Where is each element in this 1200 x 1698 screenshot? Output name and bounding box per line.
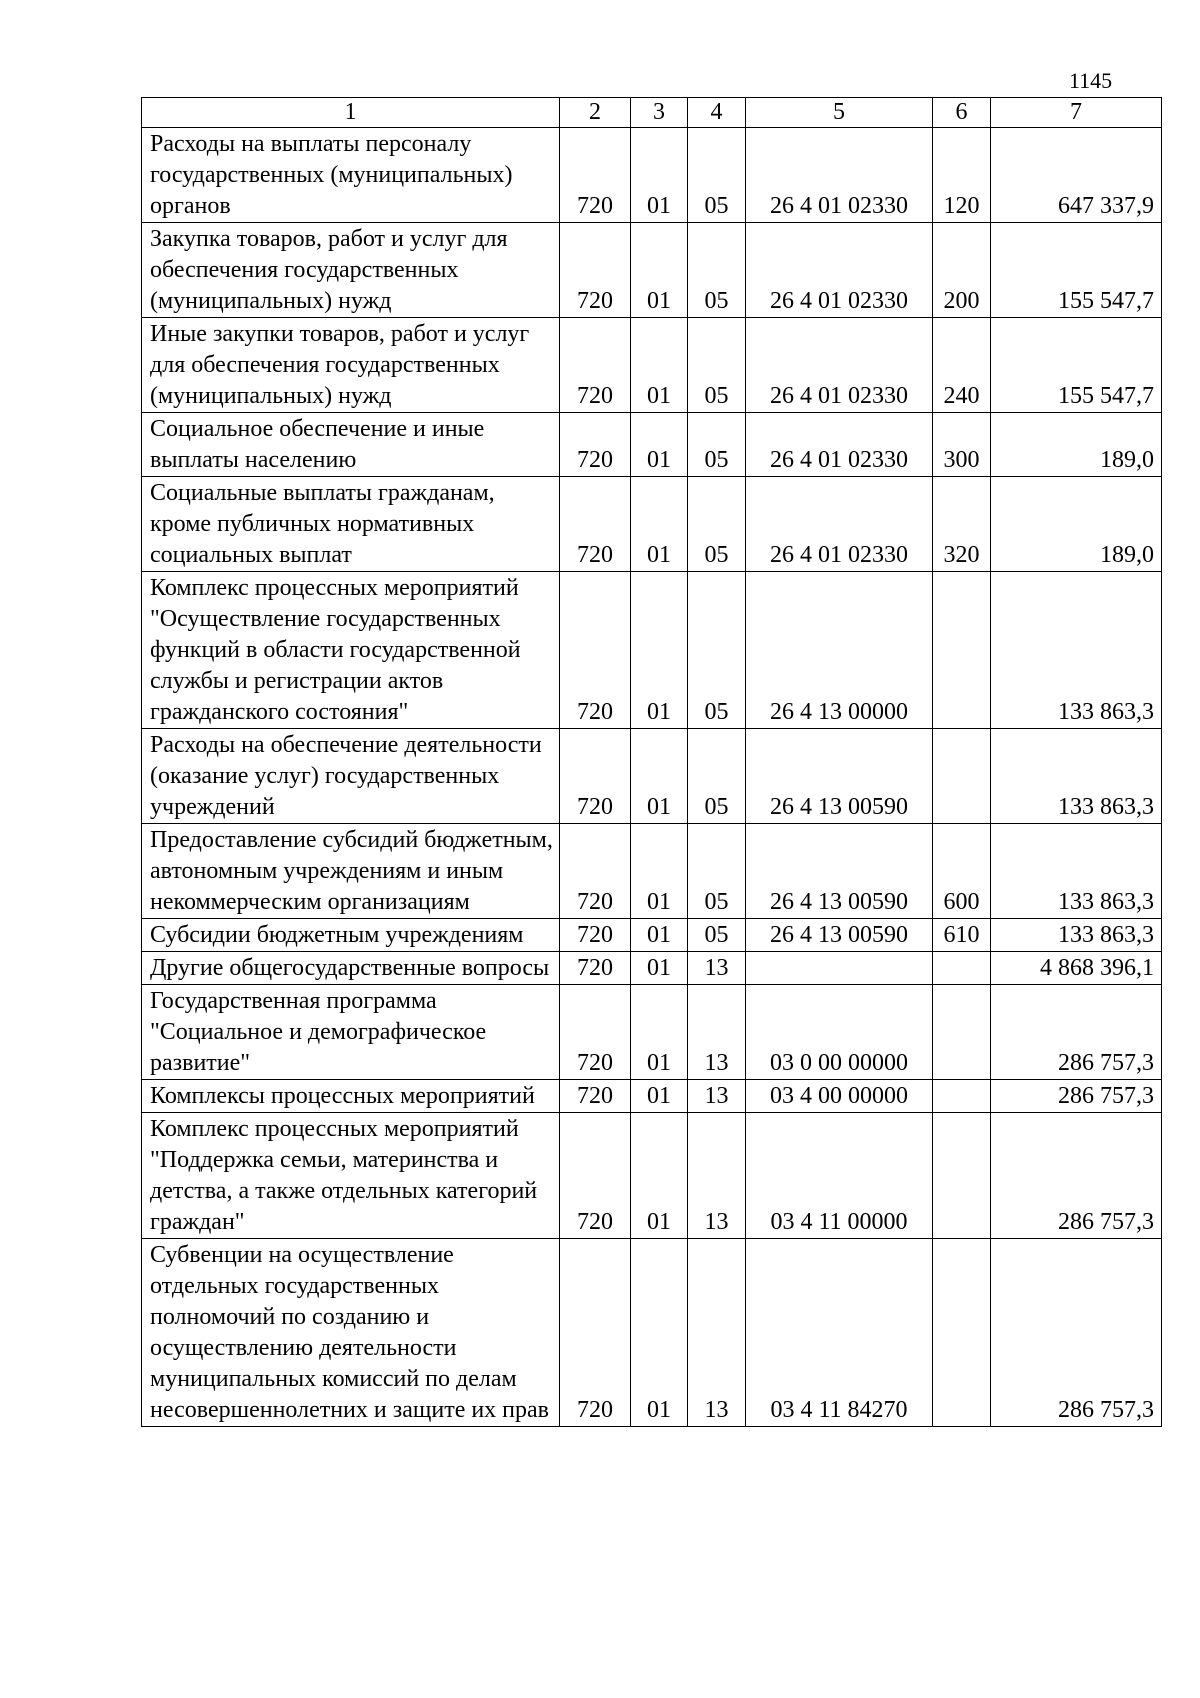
cell-col3: 01: [631, 985, 688, 1080]
cell-col6: [933, 1239, 991, 1427]
row-name: Иные закупки товаров, работ и услуг для обеспечения государственных (муниципальных) нужд: [142, 318, 560, 413]
cell-col6: [933, 1113, 991, 1239]
cell-col3: 01: [631, 572, 688, 729]
cell-col5: 03 4 00 00000: [746, 1080, 933, 1113]
header-cell: 5: [746, 98, 933, 128]
cell-col6: [933, 572, 991, 729]
row-name: Социальные выплаты гражданам, кроме публичных нормативных социальных выплат: [142, 477, 560, 572]
cell-col2: 720: [560, 952, 631, 985]
header-cell: 4: [688, 98, 746, 128]
cell-col3: 01: [631, 477, 688, 572]
table-row: [142, 919, 1162, 952]
table-row: [142, 318, 1162, 413]
cell-col2: 720: [560, 128, 631, 223]
cell-col7: 155 547,7: [991, 318, 1162, 413]
cell-col7: 189,0: [991, 477, 1162, 572]
cell-col4: 05: [688, 919, 746, 952]
cell-col5: 26 4 13 00590: [746, 919, 933, 952]
header-cell: 2: [560, 98, 631, 128]
header-cell: 6: [933, 98, 991, 128]
cell-col7: 286 757,3: [991, 1113, 1162, 1239]
table-row: [142, 1239, 1162, 1427]
table-row: [142, 952, 1162, 985]
cell-col3: 01: [631, 318, 688, 413]
cell-col5: 26 4 01 02330: [746, 413, 933, 477]
cell-col2: 720: [560, 413, 631, 477]
table-row: [142, 985, 1162, 1080]
row-name: Другие общегосударственные вопросы: [142, 952, 560, 985]
header-cell: 7: [991, 98, 1162, 128]
table-row: [142, 477, 1162, 572]
table-row: [142, 413, 1162, 477]
page-number: 1145: [1069, 68, 1113, 93]
cell-col2: 720: [560, 729, 631, 824]
cell-col6: [933, 985, 991, 1080]
cell-col2: 720: [560, 985, 631, 1080]
cell-col5: 26 4 01 02330: [746, 477, 933, 572]
cell-col2: 720: [560, 223, 631, 318]
row-name: Предоставление субсидий бюджетным, автономным учреждениям и иным некоммерческим организациям: [142, 824, 560, 919]
cell-col6: 120: [933, 128, 991, 223]
row-name: Расходы на обеспечение деятельности (оказание услуг) государственных учреждений: [142, 729, 560, 824]
cell-col6: 600: [933, 824, 991, 919]
cell-col3: 01: [631, 919, 688, 952]
cell-col6: 610: [933, 919, 991, 952]
row-name: Субсидии бюджетным учреждениям: [142, 919, 560, 952]
cell-col4: 13: [688, 1113, 746, 1239]
cell-col5: [746, 952, 933, 985]
cell-col4: 05: [688, 223, 746, 318]
cell-col7: 286 757,3: [991, 1080, 1162, 1113]
cell-col3: 01: [631, 128, 688, 223]
cell-col2: 720: [560, 824, 631, 919]
cell-col3: 01: [631, 824, 688, 919]
table-row: [142, 824, 1162, 919]
cell-col5: 26 4 13 00000: [746, 572, 933, 729]
cell-col7: 155 547,7: [991, 223, 1162, 318]
row-name: Комплексы процессных мероприятий: [142, 1080, 560, 1113]
cell-col5: 03 4 11 00000: [746, 1113, 933, 1239]
cell-col5: 26 4 01 02330: [746, 223, 933, 318]
table-row: [142, 128, 1162, 223]
cell-col6: [933, 1080, 991, 1113]
table-row: [142, 223, 1162, 318]
cell-col7: 286 757,3: [991, 985, 1162, 1080]
cell-col3: 01: [631, 223, 688, 318]
cell-col3: 01: [631, 729, 688, 824]
cell-col3: 01: [631, 1080, 688, 1113]
cell-col4: 05: [688, 729, 746, 824]
cell-col5: 26 4 01 02330: [746, 128, 933, 223]
header-cell: 1: [142, 98, 560, 128]
cell-col4: 05: [688, 477, 746, 572]
cell-col4: 05: [688, 824, 746, 919]
cell-col4: 05: [688, 413, 746, 477]
cell-col2: 720: [560, 318, 631, 413]
budget-table: [141, 97, 1162, 1427]
cell-col2: 720: [560, 1080, 631, 1113]
header-cell: 3: [631, 98, 688, 128]
table-row: [142, 1113, 1162, 1239]
cell-col4: 05: [688, 572, 746, 729]
cell-col5: 03 0 00 00000: [746, 985, 933, 1080]
cell-col5: 26 4 01 02330: [746, 318, 933, 413]
cell-col7: 133 863,3: [991, 824, 1162, 919]
cell-col4: 13: [688, 952, 746, 985]
cell-col7: 286 757,3: [991, 1239, 1162, 1427]
row-name: Социальное обеспечение и иные выплаты населению: [142, 413, 560, 477]
cell-col2: 720: [560, 572, 631, 729]
cell-col4: 05: [688, 128, 746, 223]
row-name: Расходы на выплаты персоналу государственных (муниципальных) органов: [142, 128, 560, 223]
cell-col4: 13: [688, 1080, 746, 1113]
cell-col7: 189,0: [991, 413, 1162, 477]
row-name: Субвенции на осуществление отдельных государственных полномочий по созданию и осуществлению деятельности муниципальных комиссий по делам несовершеннолетних и защите их прав: [142, 1239, 560, 1427]
cell-col2: 720: [560, 1239, 631, 1427]
cell-col7: 4 868 396,1: [991, 952, 1162, 985]
row-name: Государственная программа "Социальное и демографическое развитие": [142, 985, 560, 1080]
row-name: Комплекс процессных мероприятий "Поддержка семьи, материнства и детства, а также отдельных категорий граждан": [142, 1113, 560, 1239]
cell-col6: 300: [933, 413, 991, 477]
cell-col3: 01: [631, 952, 688, 985]
cell-col3: 01: [631, 1113, 688, 1239]
cell-col7: 133 863,3: [991, 729, 1162, 824]
cell-col2: 720: [560, 919, 631, 952]
cell-col4: 05: [688, 318, 746, 413]
cell-col7: 133 863,3: [991, 919, 1162, 952]
cell-col6: 320: [933, 477, 991, 572]
cell-col6: [933, 952, 991, 985]
header-row: [142, 98, 1162, 128]
cell-col5: 26 4 13 00590: [746, 824, 933, 919]
cell-col7: 647 337,9: [991, 128, 1162, 223]
cell-col3: 01: [631, 413, 688, 477]
table-row: [142, 729, 1162, 824]
cell-col6: [933, 729, 991, 824]
row-name: Комплекс процессных мероприятий "Осуществление государственных функций в области государственной службы и регистрации актов гражданского состояния": [142, 572, 560, 729]
cell-col3: 01: [631, 1239, 688, 1427]
cell-col4: 13: [688, 985, 746, 1080]
cell-col4: 13: [688, 1239, 746, 1427]
cell-col6: 200: [933, 223, 991, 318]
table-row: [142, 1080, 1162, 1113]
cell-col6: 240: [933, 318, 991, 413]
row-name: Закупка товаров, работ и услуг для обеспечения государственных (муниципальных) нужд: [142, 223, 560, 318]
cell-col2: 720: [560, 1113, 631, 1239]
cell-col5: 26 4 13 00590: [746, 729, 933, 824]
cell-col2: 720: [560, 477, 631, 572]
cell-col5: 03 4 11 84270: [746, 1239, 933, 1427]
cell-col7: 133 863,3: [991, 572, 1162, 729]
table-row: [142, 572, 1162, 729]
